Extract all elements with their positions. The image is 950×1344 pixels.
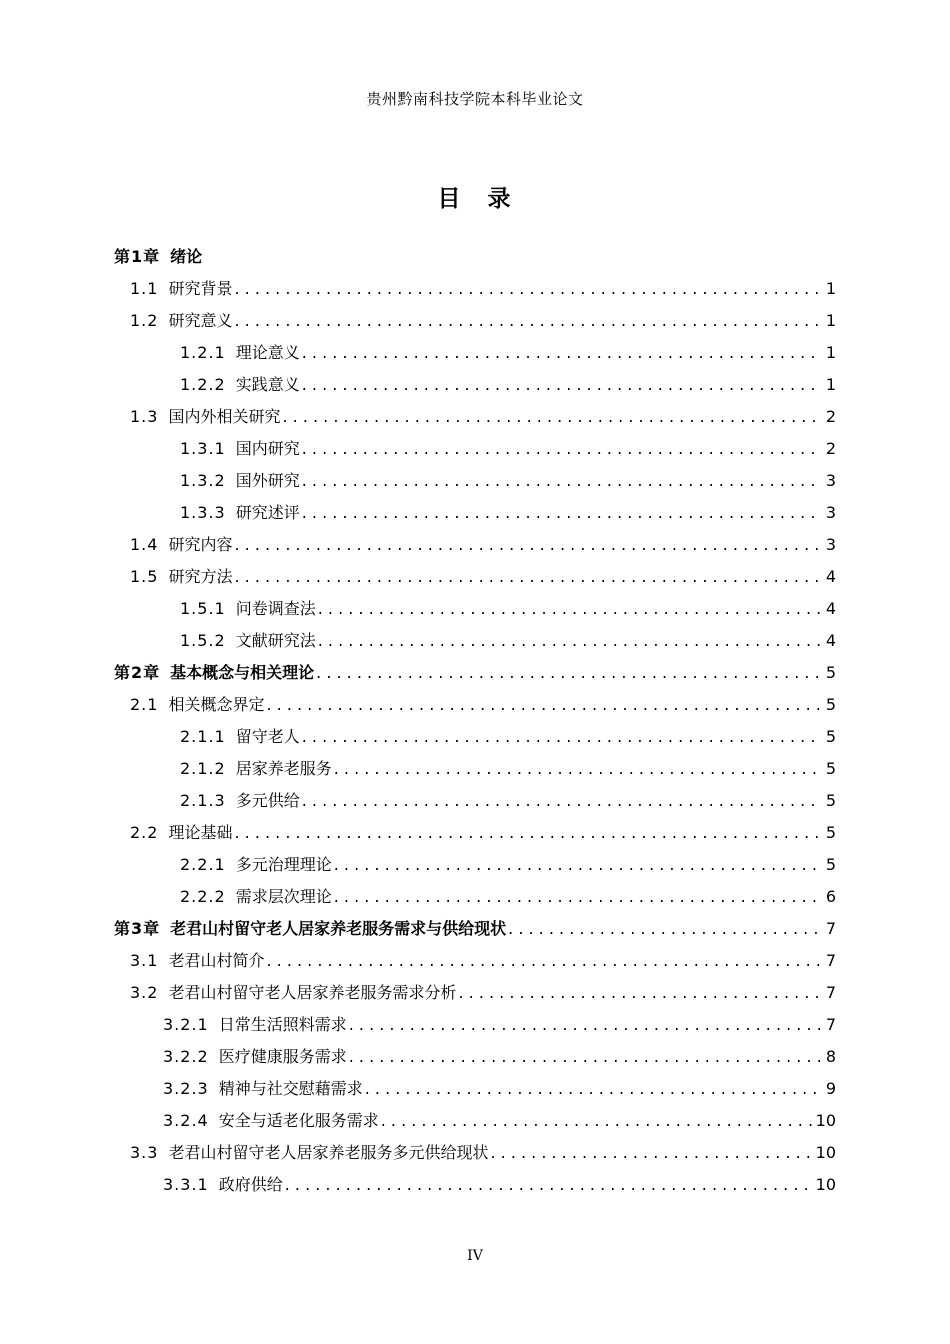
toc-entry-page: 9	[825, 1079, 836, 1098]
toc-entry-number: 3.2.4	[163, 1111, 209, 1130]
toc-entry[interactable]	[163, 1108, 836, 1136]
toc-dot-leader	[302, 471, 822, 490]
toc-dot-leader	[266, 951, 821, 970]
toc-entry-page: 10	[815, 1143, 836, 1162]
toc-entry-title: 需求层次理论	[235, 887, 332, 906]
toc-entry-number: 1.3.2	[180, 471, 226, 490]
toc-entry-page: 8	[825, 1047, 836, 1066]
toc-entry-page: 7	[825, 919, 836, 938]
toc-dot-leader	[302, 343, 822, 362]
toc-entry-page: 5	[825, 823, 836, 842]
toc-entry-number: 1.1	[130, 279, 159, 298]
toc-entry-page: 10	[815, 1111, 836, 1130]
toc-entry[interactable]	[130, 276, 836, 304]
toc-entry[interactable]	[180, 500, 836, 528]
toc-dot-leader	[266, 695, 821, 714]
toc-entry-title: 居家养老服务	[235, 759, 332, 778]
toc-entry-title: 理论意义	[235, 343, 300, 362]
toc-dot-leader	[316, 663, 822, 682]
toc-entry[interactable]	[130, 308, 836, 336]
toc-entry-number: 1.5.2	[180, 631, 226, 650]
toc-dot-leader	[349, 1047, 822, 1066]
toc-entry-title: 研究述评	[235, 503, 300, 522]
toc-entry-number: 3.3.1	[163, 1175, 209, 1194]
toc-entry-page: 7	[825, 1015, 836, 1034]
toc-entry-title: 研究内容	[168, 535, 233, 554]
toc-entry[interactable]	[180, 436, 836, 464]
toc-entry-page: 7	[825, 983, 836, 1002]
page-title: 目 录	[437, 186, 513, 212]
toc-entry-number: 1.2.1	[180, 343, 226, 362]
toc-dot-leader	[234, 279, 821, 298]
toc-entry-page: 1	[825, 311, 836, 330]
toc-entry-page: 5	[825, 855, 836, 874]
toc-entry-number: 1.3.3	[180, 503, 226, 522]
toc-dot-leader	[302, 727, 822, 746]
toc-dot-leader	[490, 1143, 811, 1162]
toc-dot-leader	[508, 919, 822, 938]
toc-entry[interactable]	[130, 692, 836, 720]
toc-chapter-entry[interactable]	[114, 660, 836, 688]
toc-dot-leader	[234, 823, 821, 842]
toc-entry[interactable]	[130, 948, 836, 976]
toc-dot-leader	[302, 791, 822, 810]
toc-entry-page: 5	[825, 663, 836, 682]
toc-entry-number: 1.2	[130, 311, 159, 330]
toc-entry-title: 老君山村简介	[168, 951, 265, 970]
toc-entry-title: 问卷调查法	[235, 599, 316, 618]
page-header: 贵州黔南科技学院本科毕业论文	[366, 90, 584, 108]
toc-entry-number: 第3章	[114, 919, 161, 938]
toc-entry-number: 3.3	[130, 1143, 159, 1162]
toc-entry[interactable]	[130, 820, 836, 848]
toc-entry-title: 理论基础	[168, 823, 233, 842]
toc-dot-leader	[234, 311, 821, 330]
toc-dot-leader	[349, 1015, 822, 1034]
toc-entry-title: 国内外相关研究	[168, 407, 281, 426]
toc-entry[interactable]	[163, 1076, 836, 1104]
toc-entry-title: 政府供给	[218, 1175, 283, 1194]
toc-entry-number: 1.3.1	[180, 439, 226, 458]
toc-entry-page: 4	[825, 567, 836, 586]
toc-entry-title: 研究方法	[168, 567, 233, 586]
toc-dot-leader	[234, 567, 821, 586]
toc-entry[interactable]	[130, 564, 836, 592]
toc-entry[interactable]	[180, 788, 836, 816]
toc-entry-number: 1.5	[130, 567, 159, 586]
toc-entry-number: 2.1	[130, 695, 159, 714]
toc-dot-leader	[285, 1175, 812, 1194]
toc-entry-title: 文献研究法	[235, 631, 316, 650]
toc-dot-leader	[318, 631, 822, 650]
toc-entry-number: 2.2.2	[180, 887, 226, 906]
toc-entry-number: 2.1.3	[180, 791, 226, 810]
toc-entry-title: 实践意义	[235, 375, 300, 394]
toc-entry-title: 医疗健康服务需求	[218, 1047, 347, 1066]
toc-entry[interactable]	[163, 1012, 836, 1040]
toc-dot-leader	[318, 599, 822, 618]
toc-entry-number: 第2章	[114, 663, 161, 682]
toc-entry[interactable]	[180, 468, 836, 496]
toc-entry-page: 6	[825, 887, 836, 906]
toc-entry-page: 7	[825, 951, 836, 970]
toc-dot-leader	[302, 503, 822, 522]
toc-entry[interactable]	[130, 404, 836, 432]
toc-entry-page: 10	[815, 1175, 836, 1194]
toc-entry-page: 4	[825, 599, 836, 618]
toc-entry-title: 日常生活照料需求	[218, 1015, 347, 1034]
toc-entry[interactable]	[130, 1140, 836, 1168]
toc-entry-page: 2	[825, 407, 836, 426]
toc-chapter-entry[interactable]	[114, 244, 202, 272]
toc-entry-title: 国外研究	[235, 471, 300, 490]
toc-entry-number: 1.4	[130, 535, 159, 554]
toc-entry-title: 基本概念与相关理论	[170, 663, 315, 682]
toc-entry-page: 4	[825, 631, 836, 650]
toc-entry-number: 第1章	[114, 247, 161, 266]
toc-entry-title: 多元供给	[235, 791, 300, 810]
toc-entry[interactable]	[180, 724, 836, 752]
toc-entry-title: 安全与适老化服务需求	[218, 1111, 379, 1130]
toc-dot-leader	[334, 855, 822, 874]
toc-entry[interactable]	[180, 628, 836, 656]
toc-entry-number: 2.1.2	[180, 759, 226, 778]
toc-entry-title: 留守老人	[235, 727, 300, 746]
toc-entry-title: 老君山村留守老人居家养老服务需求与供给现状	[170, 919, 507, 938]
toc-dot-leader	[458, 983, 821, 1002]
toc-entry[interactable]	[163, 1044, 836, 1072]
toc-chapter-entry[interactable]	[114, 916, 836, 944]
toc-entry-title: 精神与社交慰藉需求	[218, 1079, 363, 1098]
toc-entry-title: 研究背景	[168, 279, 233, 298]
toc-entry-number: 2.2.1	[180, 855, 226, 874]
toc-dot-leader	[334, 887, 822, 906]
toc-entry-page: 3	[825, 535, 836, 554]
page-number: IV	[467, 1248, 483, 1264]
toc-entry[interactable]	[180, 884, 836, 912]
toc-entry-page: 5	[825, 759, 836, 778]
toc-entry-number: 1.5.1	[180, 599, 226, 618]
toc-entry-page: 2	[825, 439, 836, 458]
toc-entry[interactable]	[180, 596, 836, 624]
toc-entry-title: 相关概念界定	[168, 695, 265, 714]
toc-entry[interactable]	[180, 372, 836, 400]
toc-dot-leader	[282, 407, 821, 426]
toc-entry[interactable]	[130, 980, 836, 1008]
toc-dot-leader	[381, 1111, 812, 1130]
toc-entry-page: 1	[825, 375, 836, 394]
toc-entry-page: 3	[825, 503, 836, 522]
toc-entry-number: 3.2.3	[163, 1079, 209, 1098]
toc-entry-number: 3.2.2	[163, 1047, 209, 1066]
toc-entry-page: 1	[825, 343, 836, 362]
toc-entry-title: 多元治理理论	[235, 855, 332, 874]
toc-entry-number: 3.2	[130, 983, 159, 1002]
toc-entry-number: 3.2.1	[163, 1015, 209, 1034]
toc-entry-number: 2.1.1	[180, 727, 226, 746]
toc-entry[interactable]	[130, 532, 836, 560]
toc-entry[interactable]	[180, 852, 836, 880]
toc-dot-leader	[234, 535, 821, 554]
toc-entry-page: 5	[825, 695, 836, 714]
toc-entry-number: 3.1	[130, 951, 159, 970]
toc-entry-title: 研究意义	[168, 311, 233, 330]
toc-entry-number: 1.3	[130, 407, 159, 426]
toc-dot-leader	[365, 1079, 822, 1098]
toc-entry[interactable]	[180, 756, 836, 784]
toc-entry-page: 3	[825, 471, 836, 490]
toc-entry-page: 5	[825, 727, 836, 746]
toc-dot-leader	[302, 375, 822, 394]
toc-entry[interactable]	[180, 340, 836, 368]
toc-entry[interactable]	[163, 1172, 836, 1200]
toc-dot-leader	[302, 439, 822, 458]
toc-entry-page: 5	[825, 791, 836, 810]
toc-entry-title: 老君山村留守老人居家养老服务多元供给现状	[168, 1143, 489, 1162]
toc-entry-number: 1.2.2	[180, 375, 226, 394]
toc-entry-title: 绪论	[170, 247, 203, 266]
toc-entry-number: 2.2	[130, 823, 159, 842]
toc-entry-title: 国内研究	[235, 439, 300, 458]
toc-entry-page: 1	[825, 279, 836, 298]
toc-dot-leader	[334, 759, 822, 778]
toc-entry-title: 老君山村留守老人居家养老服务需求分析	[168, 983, 457, 1002]
